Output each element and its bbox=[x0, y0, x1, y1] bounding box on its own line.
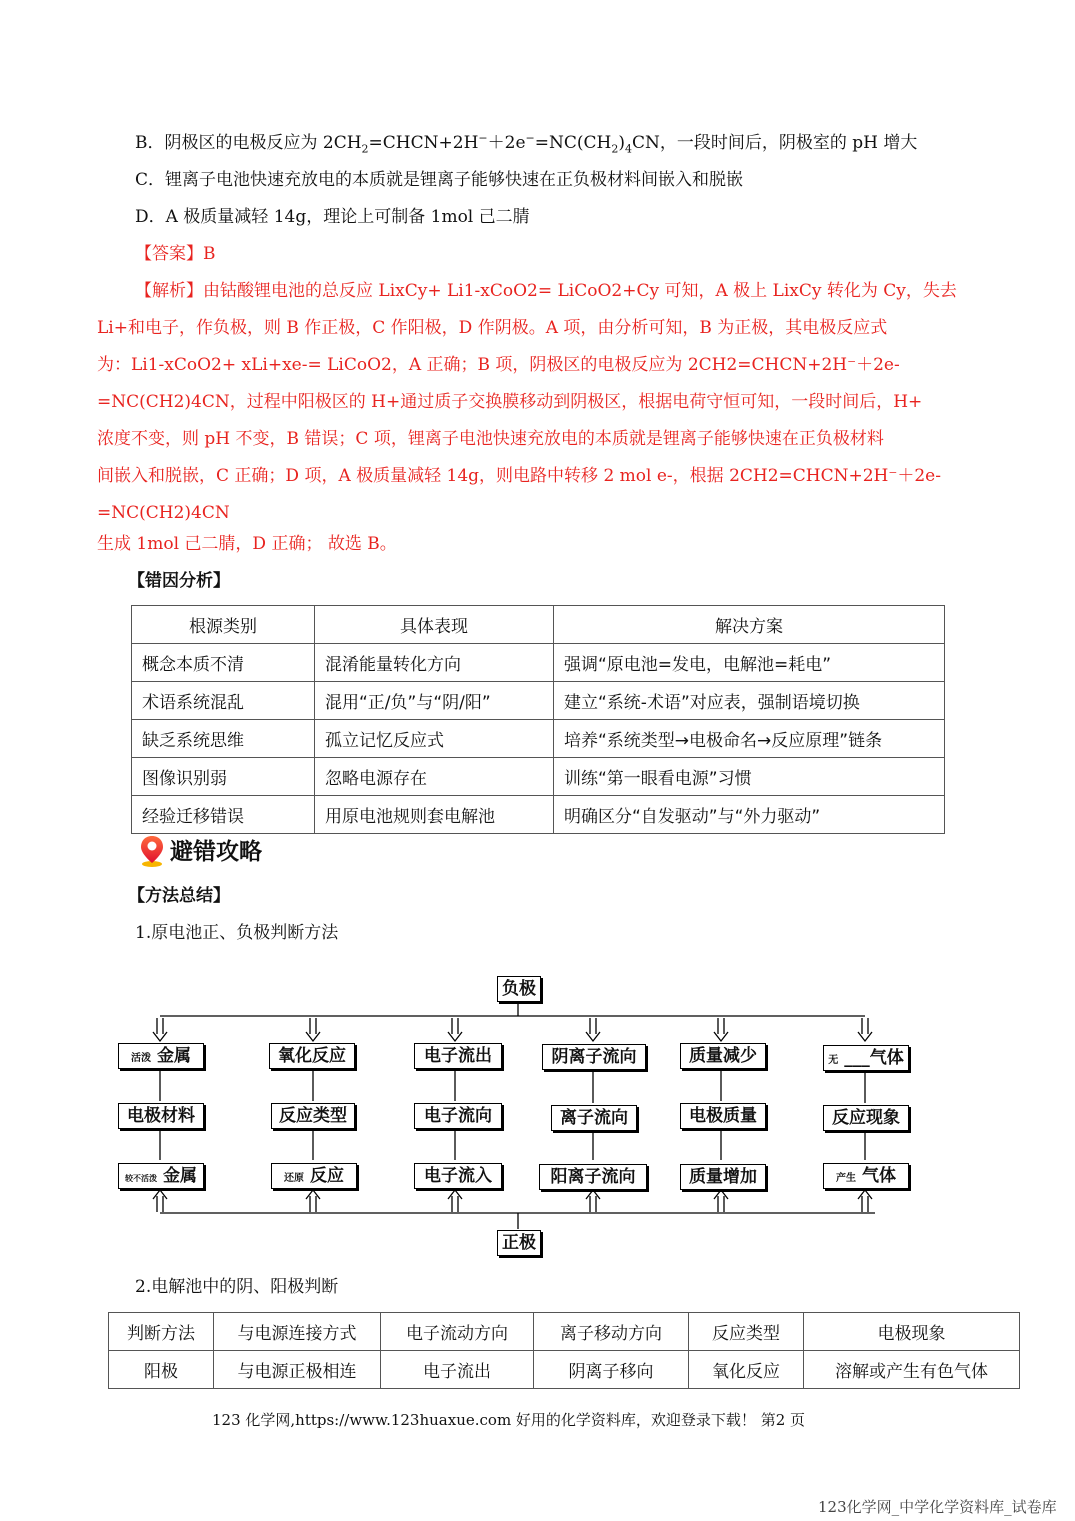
analysis-line-1: 【解析】由钴酸锂电池的总反应 LixCy+ Li1-xCoO2= LiCoO2+Cy 可知，A 极上 LixCy 转化为 Cy，失去 bbox=[135, 281, 957, 301]
method2-title: 2.电解池中的阴、阳极判断 bbox=[135, 1277, 339, 1297]
table-cell: 溶解或产生有色气体 bbox=[804, 1351, 1020, 1389]
table-cell: 阴离子移向 bbox=[534, 1351, 689, 1389]
table-cell: 忽略电源存在 bbox=[315, 758, 554, 796]
header-cell: 电子流动方向 bbox=[381, 1313, 534, 1351]
negative-electrode-box: 负极 bbox=[497, 976, 541, 1002]
header-cell: 与电源连接方式 bbox=[214, 1313, 381, 1351]
table-cell: 概念本质不清 bbox=[132, 644, 315, 682]
analysis-line-4: =NC(CH2)4CN，过程中阳极区的 H+通过质子交换膜移动到阴极区，根据电荷守恒可知，一段时间后，H+ bbox=[97, 392, 923, 412]
watermark: 123化学网_中学化学资料库_试卷库 bbox=[818, 1498, 1057, 1516]
table-cell: 经验迁移错误 bbox=[132, 796, 315, 834]
analysis-line-7: =NC(CH2)4CN bbox=[97, 503, 230, 523]
option-c: C．锂离子电池快速充放电的本质就是锂离子能够快速在正负极材料间嵌入和脱嵌 bbox=[135, 170, 744, 190]
analysis-line-2: Li+和电子，作负极，则 B 作正极，C 作阳极，D 作阴极。A 项，由分析可知，B 为正极，其电极反应式 bbox=[97, 318, 888, 338]
method1-title: 1.原电池正、负极判断方法 bbox=[135, 923, 339, 943]
header-cell: 判断方法 bbox=[109, 1313, 214, 1351]
option-b: B．阴极区的电极反应为 $2CH_2=CHCN+2H^-+2e^-=NC(CH_2)_4CN$，一段时间后，阴极室的 pH 增大 bbox=[135, 131, 918, 156]
diagram-top-4: 阴离子流向 bbox=[542, 1044, 646, 1070]
analysis-line-8: 生成 1mol 己二腈，D 正确； 故选 B。 bbox=[97, 534, 397, 554]
table-cell: 训练“第一眼看电源”习惯 bbox=[554, 758, 945, 796]
table-cell: 明确区分“自发驱动”与“外力驱动” bbox=[554, 796, 945, 834]
diagram-mid-1: 电极材料 bbox=[118, 1103, 204, 1129]
analysis-line-6: 间嵌入和脱嵌，C 正确；D 项，A 极质量减轻 14g，则电路中转移 2 mol e-，根据 2CH2=CHCN+2H⁻＋2e- bbox=[97, 466, 941, 486]
analysis-line-5: 浓度不变，则 pH 不变，B 错误；C 项，锂离子电池快速充放电的本质就是锂离子能够快速在正负极材料 bbox=[97, 429, 884, 449]
table-cell: 阳极 bbox=[109, 1351, 214, 1389]
table-cell: 氧化反应 bbox=[689, 1351, 804, 1389]
header-cell: 具体表现 bbox=[315, 606, 554, 644]
table-cell: 培养“系统类型→电极命名→反应原理”链条 bbox=[554, 720, 945, 758]
diagram-bottom-4: 阳离子流向 bbox=[539, 1164, 647, 1190]
table-cell: 术语系统混乱 bbox=[132, 682, 315, 720]
diagram-mid-2: 反应类型 bbox=[271, 1103, 355, 1129]
option-d: D．A 极质量减轻 14g，理论上可制备 1mol 己二腈 bbox=[135, 207, 530, 227]
header-cell: 离子移动方向 bbox=[534, 1313, 689, 1351]
strategy-title: 避错攻略 bbox=[170, 839, 262, 865]
table-row bbox=[109, 1351, 1020, 1389]
table-cell: 缺乏系统思维 bbox=[132, 720, 315, 758]
positive-electrode-box: 正极 bbox=[497, 1230, 541, 1256]
table-cell: 建立“系统-术语”对应表，强制语境切换 bbox=[554, 682, 945, 720]
diagram-bottom-2: 还原 反应 bbox=[271, 1163, 357, 1189]
diagram-mid-4: 离子流向 bbox=[551, 1105, 637, 1131]
diagram-bottom-3: 电子流入 bbox=[414, 1163, 502, 1189]
answer: 【答案】B bbox=[135, 244, 216, 264]
diagram-mid-5: 电极质量 bbox=[680, 1103, 766, 1129]
diagram-bottom-5: 质量增加 bbox=[680, 1164, 766, 1190]
analysis-line-3: 为：Li1-xCoO2+ xLi+xe-= LiCoO2，A 正确；B 项，阴极区的电极反应为 2CH2=CHCN+2H⁻＋2e- bbox=[97, 355, 900, 375]
diagram-top-1: 活泼 金属 bbox=[118, 1043, 204, 1069]
electrolysis-table-header bbox=[109, 1313, 1020, 1351]
header-cell: 根源类别 bbox=[132, 606, 315, 644]
diagram-top-3: 电子流出 bbox=[414, 1043, 502, 1069]
method-title: 【方法总结】 bbox=[128, 886, 230, 906]
table-cell: 孤立记忆反应式 bbox=[315, 720, 554, 758]
header-cell: 解决方案 bbox=[554, 606, 945, 644]
diagram-top-6: 无 ___气体 bbox=[823, 1045, 909, 1071]
diagram-mid-6: 反应现象 bbox=[823, 1105, 909, 1131]
table-cell: 强调“原电池=发电，电解池=耗电” bbox=[554, 644, 945, 682]
diagram-top-5: 质量减少 bbox=[680, 1043, 766, 1069]
diagram-top-2: 氧化反应 bbox=[269, 1043, 355, 1069]
diagram-bottom-6: 产生 气体 bbox=[823, 1163, 909, 1189]
diagram-bottom-1: 较不活泼 金属 bbox=[118, 1163, 204, 1189]
error-analysis-title: 【错因分析】 bbox=[128, 571, 230, 591]
electrolysis-table bbox=[108, 1312, 1020, 1389]
table-cell: 混用“正/负”与“阴/阳” bbox=[315, 682, 554, 720]
table-cell: 与电源正极相连 bbox=[214, 1351, 381, 1389]
header-cell: 反应类型 bbox=[689, 1313, 804, 1351]
table-cell: 电子流出 bbox=[381, 1351, 534, 1389]
page-footer: 123 化学网,https://www.123huaxue.com 好用的化学资料库，欢迎登录下载！ 第2 页 bbox=[212, 1411, 806, 1429]
header-cell: 电极现象 bbox=[804, 1313, 1020, 1351]
diagram-mid-3: 电子流向 bbox=[414, 1103, 502, 1129]
table-cell: 混淆能量转化方向 bbox=[315, 644, 554, 682]
table-cell: 图像识别弱 bbox=[132, 758, 315, 796]
table-cell: 用原电池规则套电解池 bbox=[315, 796, 554, 834]
